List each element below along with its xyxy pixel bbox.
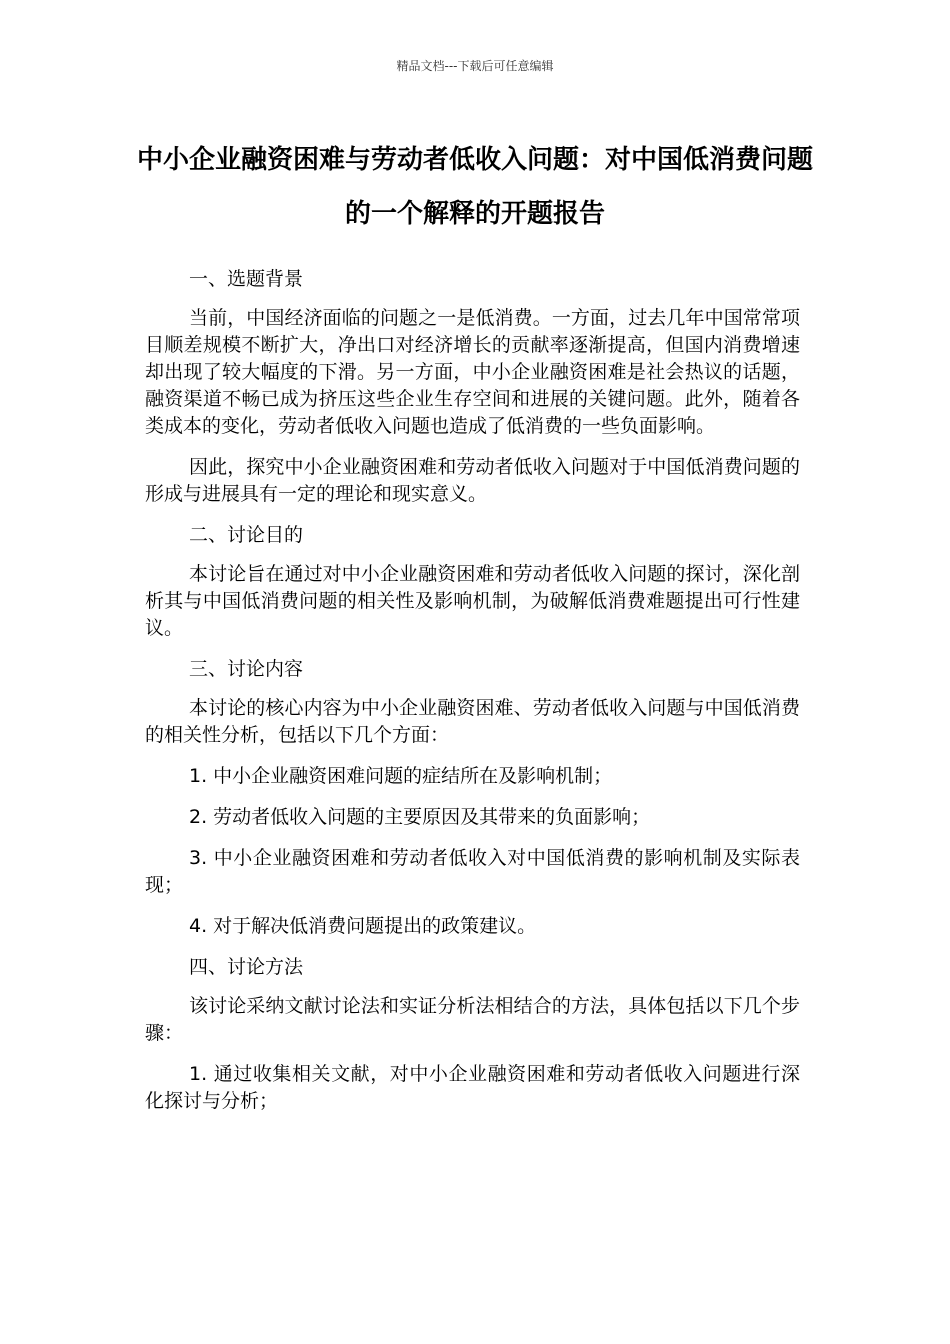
section-heading: 四、讨论方法 — [189, 956, 304, 978]
list-item: 4. 对于解决低消费问题提出的政策建议。 — [189, 915, 537, 937]
body-paragraph: 因此，探究中小企业融资困难和劳动者低收入问题对于中国低消费问题的形成与进展具有一定的理论和现实意义。 — [145, 456, 800, 505]
body-paragraph: 当前，中国经济面临的问题之一是低消费。一方面，过去几年中国常常项目顺差规模不断扩大，净出口对经济增长的贡献率逐渐提高，但国内消费增速却出现了较大幅度的下滑。另一方面，中小企业融资困难是社会热议的话题，融资渠道不畅已成为挤压这些企业生存空间和进展的关键问题。此外，随着各类成本的变化，劳动者低收入问题也造成了低消费的一些负面影响。 — [145, 307, 800, 437]
body-paragraph: 本讨论旨在通过对中小企业融资困难和劳动者低收入问题的探讨，深化剖析其与中国低消费问题的相关性及影响机制，为破解低消费难题提出可行性建议。 — [145, 563, 800, 639]
document-body — [145, 266, 800, 1129]
list-item: 3. 中小企业融资困难和劳动者低收入对中国低消费的影响机制及实际表现； — [145, 847, 800, 896]
list-item: 1. 中小企业融资困难问题的症结所在及影响机制； — [189, 765, 613, 787]
list-item: 1. 通过收集相关文献，对中小企业融资困难和劳动者低收入问题进行深化探讨与分析； — [145, 1063, 800, 1112]
body-paragraph: 该讨论采纳文献讨论法和实证分析法相结合的方法，具体包括以下几个步骤： — [145, 995, 800, 1044]
header-note: 精品文档---下载后可任意编辑 — [396, 59, 554, 73]
list-item: 2. 劳动者低收入问题的主要原因及其带来的负面影响； — [189, 806, 651, 828]
document-title: 中小企业融资困难与劳动者低收入问题：对中国低消费问题的一个解释的开题报告 — [136, 145, 813, 229]
section-heading: 一、选题背景 — [189, 268, 304, 290]
body-paragraph: 本讨论的核心内容为中小企业融资困难、劳动者低收入问题与中国低消费的相关性分析，包括以下几个方面： — [145, 697, 800, 746]
section-heading: 三、讨论内容 — [189, 658, 304, 680]
section-heading: 二、讨论目的 — [189, 524, 304, 546]
